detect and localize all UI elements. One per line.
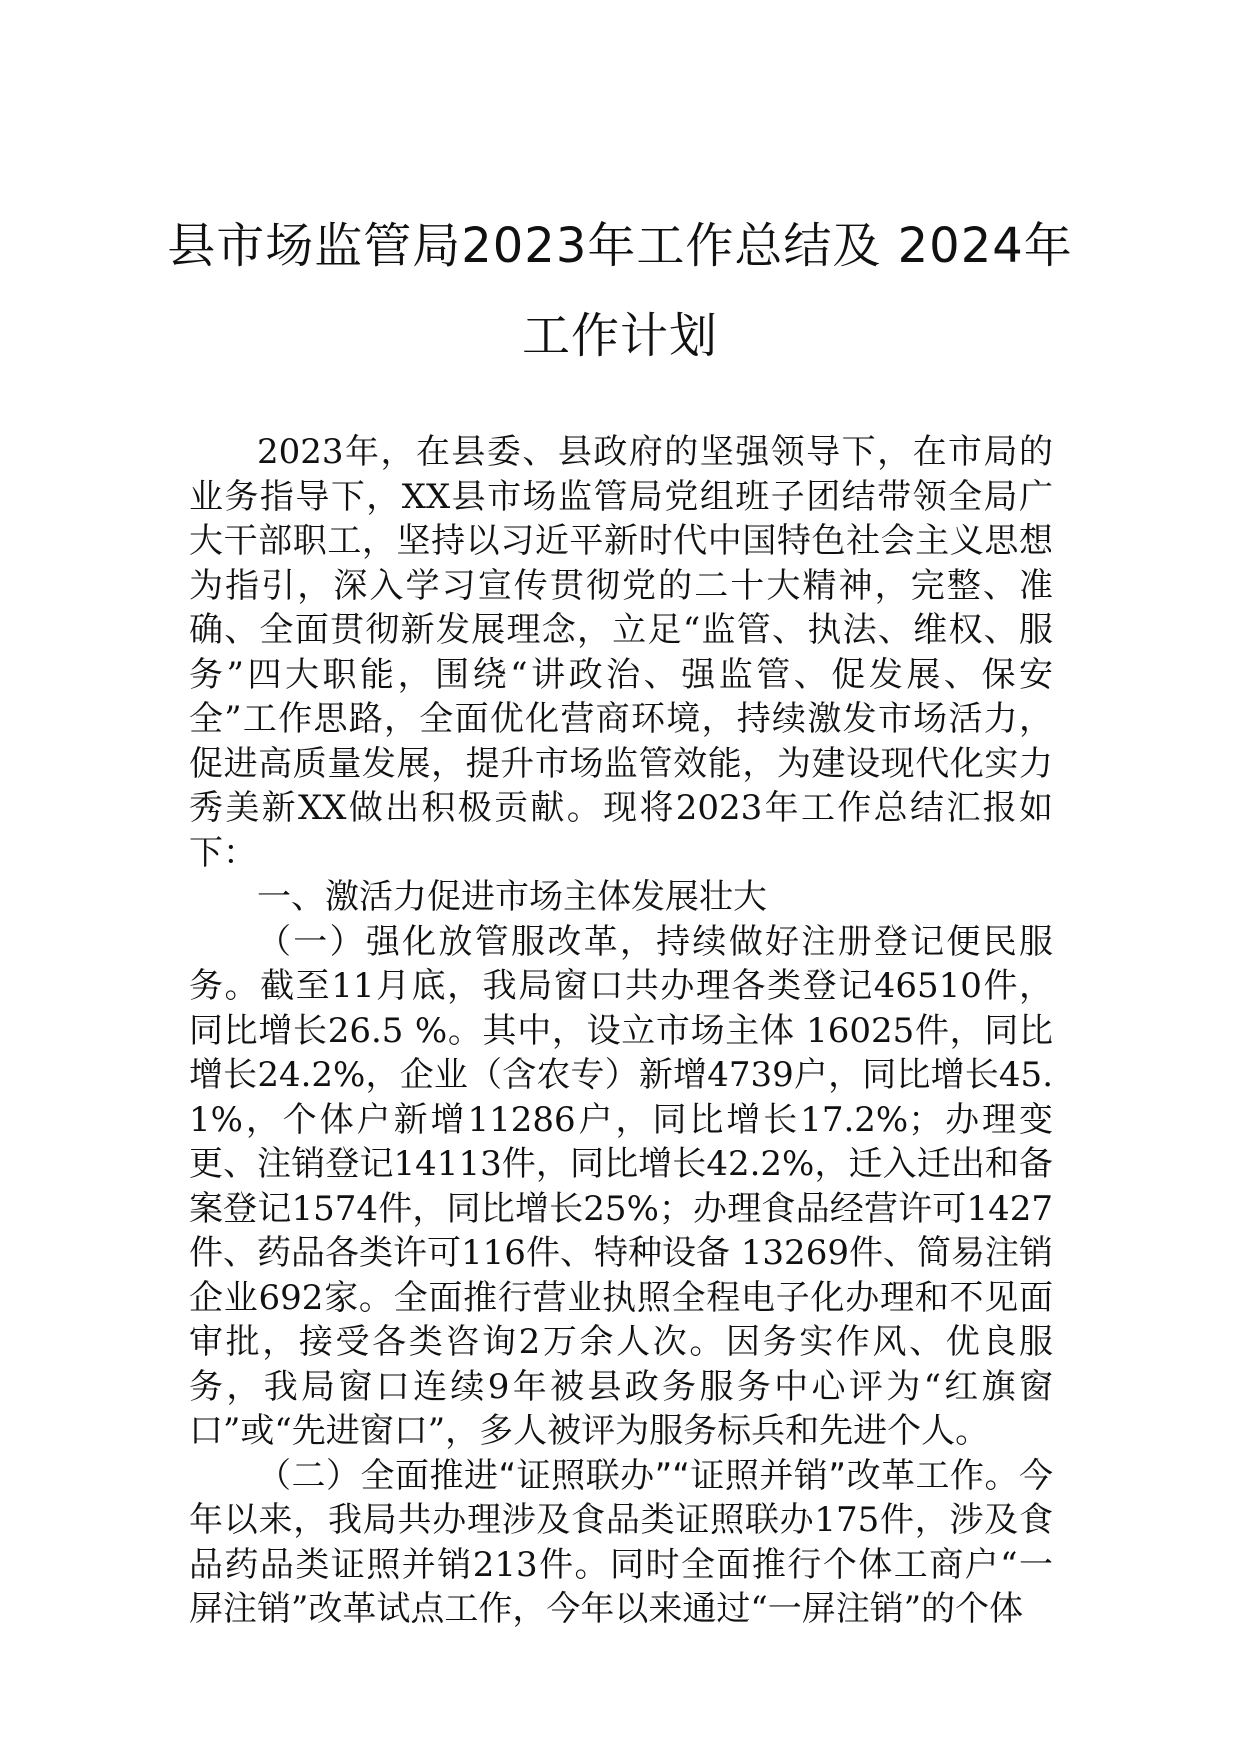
subsection-1-paragraph [189, 920, 1053, 1454]
document-title-line-2: 工作计划 [521, 308, 718, 364]
intro-paragraph: 2023年，在县委、县政府的坚强领导下，在市局的业务指导下，XX县市场监管局党组班子团结带领全局广大干部职工，坚持以习近平新时代中国特色社会主义思想为指引，深入学习宣传贯彻党的二十大精神，完整、准确、全面贯彻新发展理念，立足“监管、执法、维权、服务”四大职能，围绕“讲政治、强监管、促发展、保安全”工作思路，全面优化营商环境，持续激发市场活力，促进高质量发展，提升市场监管效能，为建设现代化实力秀美新XX做出积极贡献。现将2023年工作总结汇报如下： [189, 432, 1053, 873]
subsection-2-paragraph [189, 1454, 1053, 1632]
subsection-1-heading: （一）强化放管服改革，持续做好注册登记便民服务。 [189, 921, 1053, 1006]
document-title-line-1: 县市场监管局2023年工作总结及 2024年 [167, 218, 1073, 274]
subsection-1-text: 截至11月底，我局窗口共办理各类登记46510件，同比增长26.5 %。其中，设立市场主体 16025件，同比增长24.2%，企业（含农专）新增4739户，同比增长45.1%，个体户新增11286户，同比增长17.2%；办理变更、注销登记14113件，同比增长42.2%，迁入迁出和备案登记1574件，同比增长25%；办理食品经营许可1427件、药品各类许可116件、特种设备 13269件、简易注销企业692家。全面推行营业执照全程电子化办理和不见面审批，接受各类咨询2万余人次。因务实作风、优良服务，我局窗口连续9年被县政务服务中心评为“红旗窗口”或“先进窗口”，多人被评为服务标兵和先进个人。 [189, 966, 1054, 1451]
subsection-2-text: 今年以来，我局共办理涉及食品类证照联办175件，涉及食品药品类证照并销213件。同时全面推行个体工商户“一屏注销”改革试点工作，今年以来通过“一屏注销”的个体 [189, 1455, 1053, 1629]
subsection-2-heading: （二）全面推进“证照联办”“证照并销”改革工作。 [257, 1455, 1019, 1496]
document-body [189, 430, 1053, 1632]
section-heading-1: 一、激活力促进市场主体发展壮大 [257, 877, 767, 917]
